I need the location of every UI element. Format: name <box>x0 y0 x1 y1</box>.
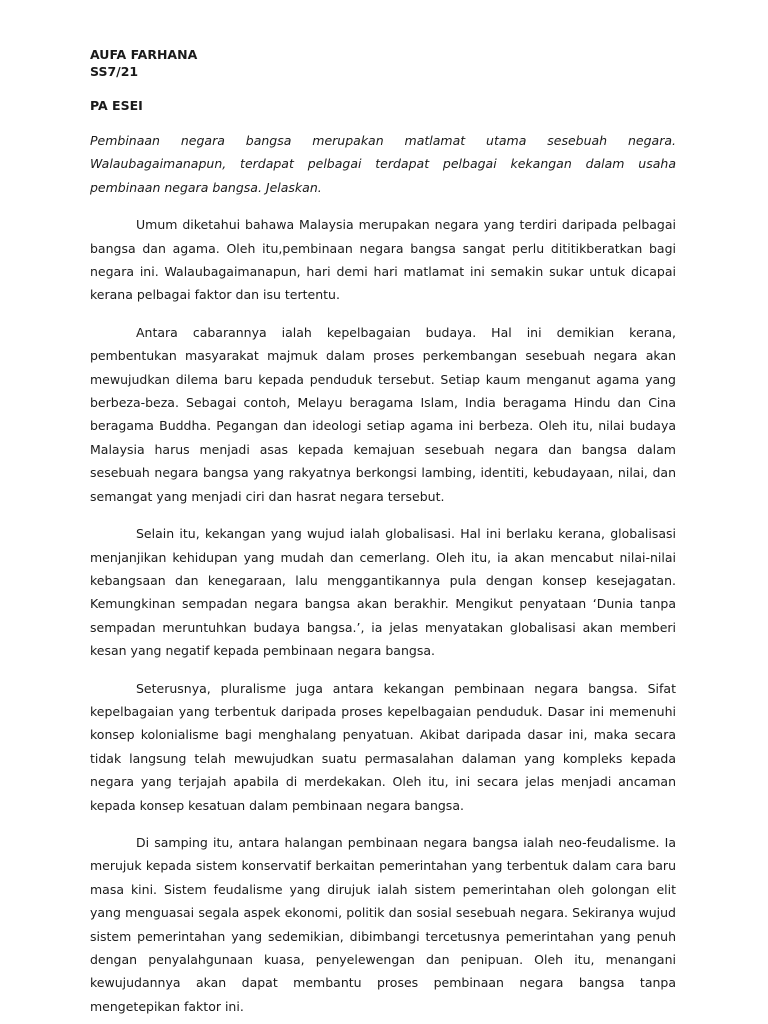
paragraph-neo-feudalism: Di samping itu, antara halangan pembinaan negara bangsa ialah neo-feudalisme. Ia merujuk kepada sistem konservatif berkaitan pemerintahan yang terbentuk dalam cara baru masa kini. Sistem feudalisme yang dirujuk ialah sistem pemerintahan oleh golongan elit yang menguasai segala aspek ekonomi, politik dan sosial sesebuah negara. Sekiranya wujud sistem pemerintahan yang sedemikian, dibimbangi tercetusnya pemerintahan yang penuh dengan penyalahgunaan kuasa, penyelewengan dan penipuan. Oleh itu, menangani kewujudannya akan dapat membantu proses pembinaan negara bangsa tanpa mengetepikan faktor ini. <box>90 834 676 1014</box>
essay-content <box>90 46 676 1018</box>
paragraph-globalisation: Selain itu, kekangan yang wujud ialah globalisasi. Hal ini berlaku kerana, globalisasi menjanjikan kehidupan yang mudah dan cemerlang. Oleh itu, ia akan mencabut nilai-nilai kebangsaan dan kenegaraan, lalu menggantikannya pula dengan konsep kesejagatan. Kemungkinan sempadan negara bangsa akan berakhir. Mengikut penyataan ‘Dunia tanpa sempadan meruntuhkan budaya bangsa.’, ia jelas menyatakan globalisasi akan memberi kesan yang negatif kepada pembinaan negara bangsa. <box>90 526 676 659</box>
paragraph-introduction: Umum diketahui bahawa Malaysia merupakan negara yang terdiri daripada pelbagai bangsa dan agama. Oleh itu,pembinaan negara bangsa sangat perlu dititikberatkan bagi negara ini. Walaubagaimanapun, hari demi hari matlamat ini semakin sukar untuk dicapai kerana pelbagai faktor dan isu tertentu. <box>90 217 676 303</box>
essay-question: Pembinaan negara bangsa merupakan matlamat utama sesebuah negara. Walaubagaimanapun, terdapat pelbagai terdapat pelbagai kekangan dalam usaha pembinaan negara bangsa. Jelaskan. <box>90 133 676 195</box>
document-type-heading: PA ESEI <box>90 98 143 113</box>
paragraph-cultural-diversity: Antara cabarannya ialah kepelbagaian budaya. Hal ini demikian kerana, pembentukan masyarakat majmuk dalam proses perkembangan sesebuah negara akan mewujudkan dilema baru kepada penduduk tersebut. Setiap kaum menganut agama yang berbeza-beza. Sebagai contoh, Melayu beragama Islam, India beragama Hindu dan Cina beragama Buddha. Pegangan dan ideologi setiap agama ini berbeza. Oleh itu, nilai budaya Malaysia harus menjadi asas kepada kemajuan sesebuah negara dan bangsa dalam sesebuah negara bangsa yang rakyatnya berkongsi lambing, identiti, kebudayaan, nilai, dan semangat yang menjadi ciri dan hasrat negara tersebut. <box>90 324 676 504</box>
class-code: SS7/21 <box>90 64 139 79</box>
paragraph-pluralism: Seterusnya, pluralisme juga antara kekangan pembinaan negara bangsa. Sifat kepelbagaian yang terbentuk daripada proses kepelbagaian penduduk. Dasar ini memenuhi konsep kolonialisme bagi menghalang penyatuan. Akibat daripada dasar ini, maka secara tidak langsung telah mewujudkan suatu permasalahan dalaman yang kompleks kepada negara yang terjajah apabila di merdekakan. Oleh itu, ini secara jelas menjadi ancaman kepada konsep kesatuan dalam pembinaan negara bangsa. <box>90 680 676 813</box>
author-name: AUFA FARHANA <box>90 47 198 62</box>
